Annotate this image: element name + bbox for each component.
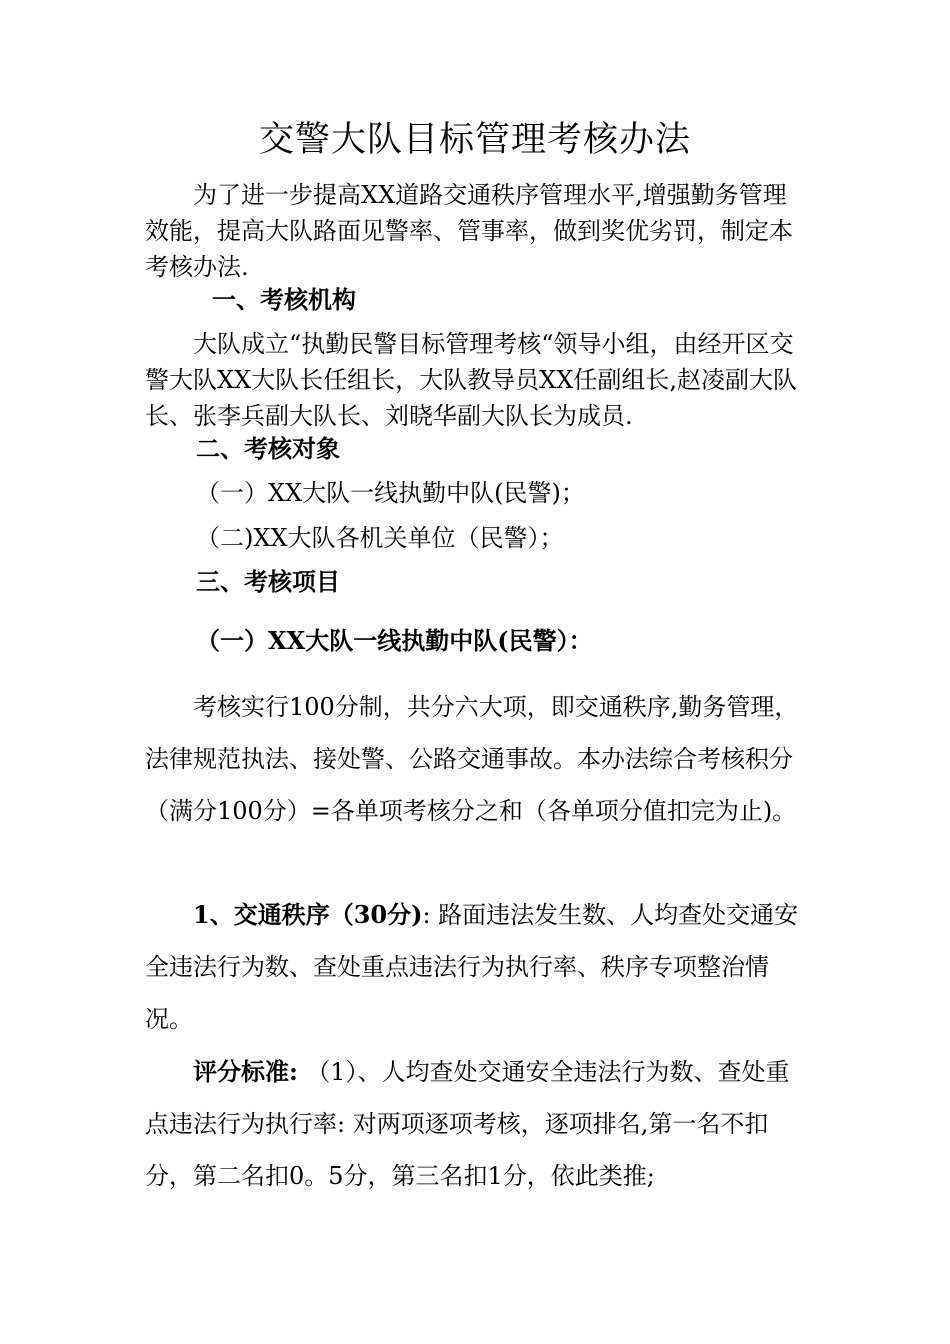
criteria-paragraph: [145, 1046, 805, 1202]
section-heading-organization: 一、考核机构: [212, 285, 356, 314]
section-heading-targets: 二、考核对象: [196, 434, 340, 463]
section-heading-items: 三、考核项目: [196, 567, 340, 596]
organization-paragraph: 大队成立“执勤民警目标管理考核“领导小组，由经开区交警大队XX大队长任组长，大队教导员XX任副组长,赵凌副大队长、张李兵副大队长、刘晓华副大队长为成员.: [145, 330, 797, 430]
intro-paragraph: 为了进一步提高XX道路交通秩序管理水平,增强勤务管理效能，提高大队路面见警率、管事率，做到奖优劣罚，制定本考核办法.: [145, 181, 793, 281]
document-title: 交警大队目标管理考核办法: [258, 120, 691, 160]
criteria-text: （1）、人均查处交通安全违法行为数、查处重点违法行为执行率: 对两项逐项考核，逐项排名,第一名不扣分，第二名扣0。5分，第三名扣1分，依此类推;: [145, 1058, 790, 1190]
criteria-label: 评分标准:: [193, 1057, 307, 1086]
scoring-paragraph: 考核实行100分制，共分六大项，即交通秩序,勤务管理，法律规范执法、接处警、公路交通事故。本办法综合考核积分（满分100分）=各单项考核分之和（各单项分值扣完为止)。: [145, 693, 799, 825]
traffic-order-paragraph: [145, 889, 805, 1045]
subsection-heading-front-line: （一）XX大队一线执勤中队(民警）：: [196, 626, 593, 655]
traffic-order-label: 1、交通秩序（30分): [193, 900, 423, 929]
target-item-2: （二)XX大队各机关单位（民警）；: [196, 524, 564, 552]
traffic-order-text: : 路面违法发生数、人均查处交通安全违法行为数、查处重点违法行为执行率、秩序专项整治情况。: [145, 901, 799, 1033]
target-item-1: （一）XX大队一线执勤中队(民警)；: [196, 479, 585, 507]
